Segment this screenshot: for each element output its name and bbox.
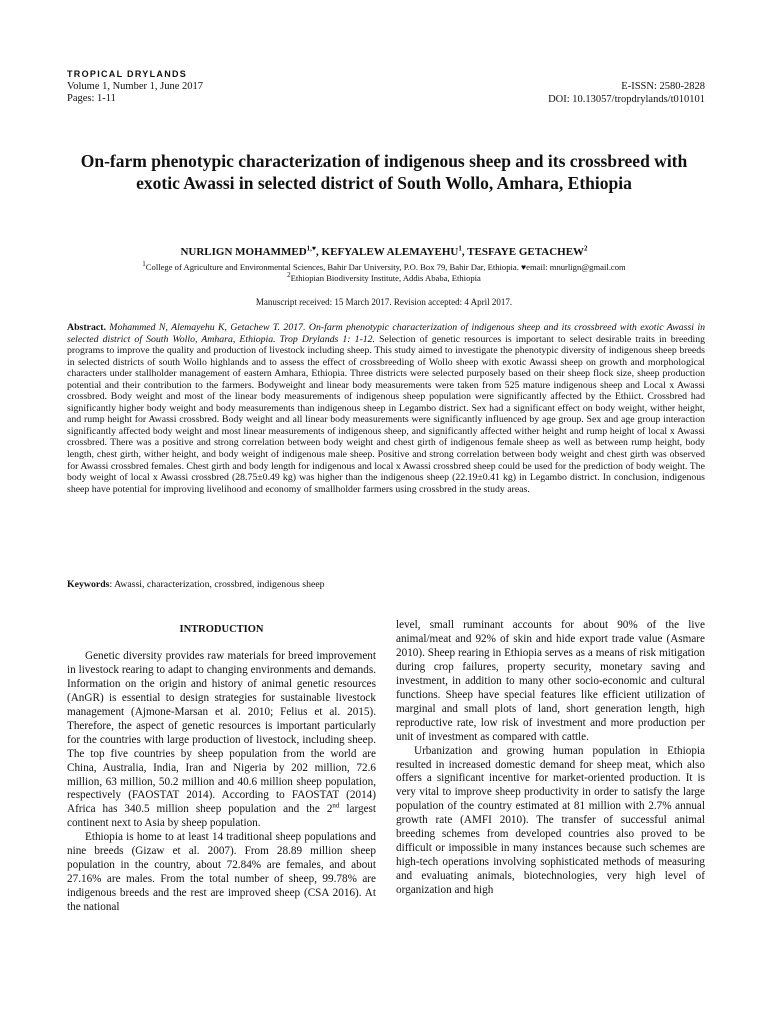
eissn: E-ISSN: 2580-2828 xyxy=(621,81,705,92)
journal-info xyxy=(67,68,203,106)
intro-paragraph-2: Ethiopia is home to at least 14 traditional sheep populations and nine breeds (Gizaw et al. 2007). From 28.89 million sheep population in the country, about 72.84% are females, and about 27.16% are males. From the total number of sheep, 99.78% are indigenous breeds and the rest are improved sheep (CSA 2016). At the national xyxy=(67,831,376,914)
left-column xyxy=(67,620,376,915)
manuscript-dates: Manuscript received: 15 March 2017. Revision accepted: 4 April 2017. xyxy=(255,297,513,307)
paper-title: On-farm phenotypic characterization of indigenous sheep and its crossbreed with exotic Awassi in selected district of South Wollo, Amhara, Ethiopia xyxy=(80,151,688,193)
keywords-text: : Awassi, characterization, crossbred, indigenous sheep xyxy=(109,579,325,590)
doi: DOI: 10.13057/tropdrylands/t010101 xyxy=(548,93,705,105)
intro-paragraph-4: Urbanization and growing human population in Ethiopia resulted in increased domestic demand for sheep meat, which also offers a significant incentive for market-oriented production. It is very vital to improve sheep productivity in order to satisfy the large population of the country estimated at 81 million with 2.7% annual growth rate (AMFI 2010). The transfer of successful animal breeding schemes from developed countries also proved to be difficult or impossible in many instances because such schemes are high-tech operations involving sophisticated methods of measuring and evaluating animals, biotechnologies, very high level of organization and high xyxy=(396,744,705,897)
author-1-affiliation: 1,♥ xyxy=(306,244,317,253)
journal-name: TROPICAL DRYLANDS xyxy=(67,69,188,79)
volume-info: Volume 1, Number 1, June 2017 xyxy=(67,80,204,92)
abstract-citation: Mohammed N, Alemayehu K, Getachew T. 2017. On-farm phenotypic characterization of indigenous sheep and its crossbreed with exotic Awassi in selected district of South Wollo, Amhara, Ethiopia. Trop Drylands 1: 1-12. xyxy=(67,322,706,345)
intro-paragraph-3: level, small ruminant accounts for about 90% of the live animal/meat and 92% of skin and hide export trade value (Asmare 2010). Sheep rearing in Ethiopia serves as a means of risk mitigation during crop failures, property security, monetary saving and investment, in addition to many other socio-economic and cultural functions. Sheep have special features like efficient utilization of marginal and small plots of land, short generation length, high reproductive rate, low risk of investment and more production per unit of investment as compared with cattle. xyxy=(396,619,705,743)
abstract xyxy=(67,322,705,495)
pages-info: Pages: 1-11 xyxy=(67,93,116,104)
author-list xyxy=(60,246,708,258)
keywords-label: Keywords xyxy=(67,579,110,590)
abstract-label: Abstract. xyxy=(67,322,106,333)
author-1: NURLIGN MOHAMMED xyxy=(180,246,307,258)
affiliations xyxy=(60,262,708,284)
right-column xyxy=(396,619,705,898)
author-3: , TESFAYE GETACHEW xyxy=(461,246,585,258)
intro-paragraph-1: Genetic diversity provides raw materials for breed improvement in livestock rearing to adapt to changing environments and demands. Information on the origin and history of animal genetic resources (AnGR) is essential to design strategies for sustainable livestock management (Ajmone-Marsan et al. 2010; Felius et al. 2015). Therefore, the aspect of genetic resources is important particularly for the countries with large production of livestock, including sheep. The top five countries by sheep population from the world are China, Australia, India, Iran and Nigeria by 202 million, 72.6 million, 63 million, 50.2 million and 40.6 million sheep population, respectively (FAOSTAT 2014). According to FAOSTAT (2014) Africa has 340.5 million sheep population and the 2nd largest continent next to Asia by sheep population. xyxy=(67,649,377,830)
author-3-affiliation: 2 xyxy=(584,244,588,253)
identifier-info xyxy=(548,81,705,106)
abstract-body: Selection of genetic resources is important to select desirable traits in breeding programs to improve the quality and production of livestock including sheep. This study aimed to investigate the phenotypic diversity of indigenous sheep breeds in selected districts of south Wollo highlands and to assess the effect of crossbreeding of Wollo sheep with exotic Awassi sheep on growth and morphological characters under stallholder management of eastern Amhara, Ethiopia. Three districts were selected purposely based on their sheep flock size, sheep production potential and their contribution to the farmers. Bodyweight and linear body measurements were taken from 525 mature indigenous sheep and Local x Awassi crossbred. Body weight and most of the linear body measurements of indigenous sheep population were significantly affected by the Ethiict. Crossbred had significantly higher body weight and body measurements than indigenous sheep in Legambo district. Sex had a significant effect on body weight, wither height, and rump height for Awassi crossbred. Body weight and all linear body measurements were significantly influenced by age group. Sex and age group interaction significantly affected body weight and most linear measurements of indigenous sheep, and significantly affected wither height and rump height of local x Awassi crossbred. There was a positive and strong correlation between body weight and chest girth of indigenous female sheep as well as between rump height, body length, chest girth, wither height, and body weight of indigenous male sheep. Positive and strong correlation between body weight and chest girth was observed for Awassi crossbred females. Chest girth and body length for indigenous and local x Awassi crossbred sheep could be used for the prediction of body weight. The body weight of local x Awassi crossbred (28.75±0.49 kg) was higher than the indigenous sheep (22.19±0.41 kg) in Legambo district. In conclusion, indigenous sheep have potential for improving livelihood and economy of smallholder farmers using crossbred in the study areas. xyxy=(67,333,705,495)
keywords xyxy=(67,579,705,590)
author-2-affiliation: 1 xyxy=(458,244,462,253)
section-heading-introduction: INTRODUCTION xyxy=(179,624,264,635)
affiliation-2: $^2$Ethiopian Biodiversity Institute, Addis Ababa, Ethiopia xyxy=(287,271,481,283)
author-2: , KEFYALEW ALEMAYEHU xyxy=(316,246,459,258)
affiliation-1: $^1$College of Agriculture and Environmental Sciences, Bahir Dar University, P.O. Box 79, Bahir Dar, Ethiopia. ♥email: mnurlign@gmail.com xyxy=(142,260,626,272)
